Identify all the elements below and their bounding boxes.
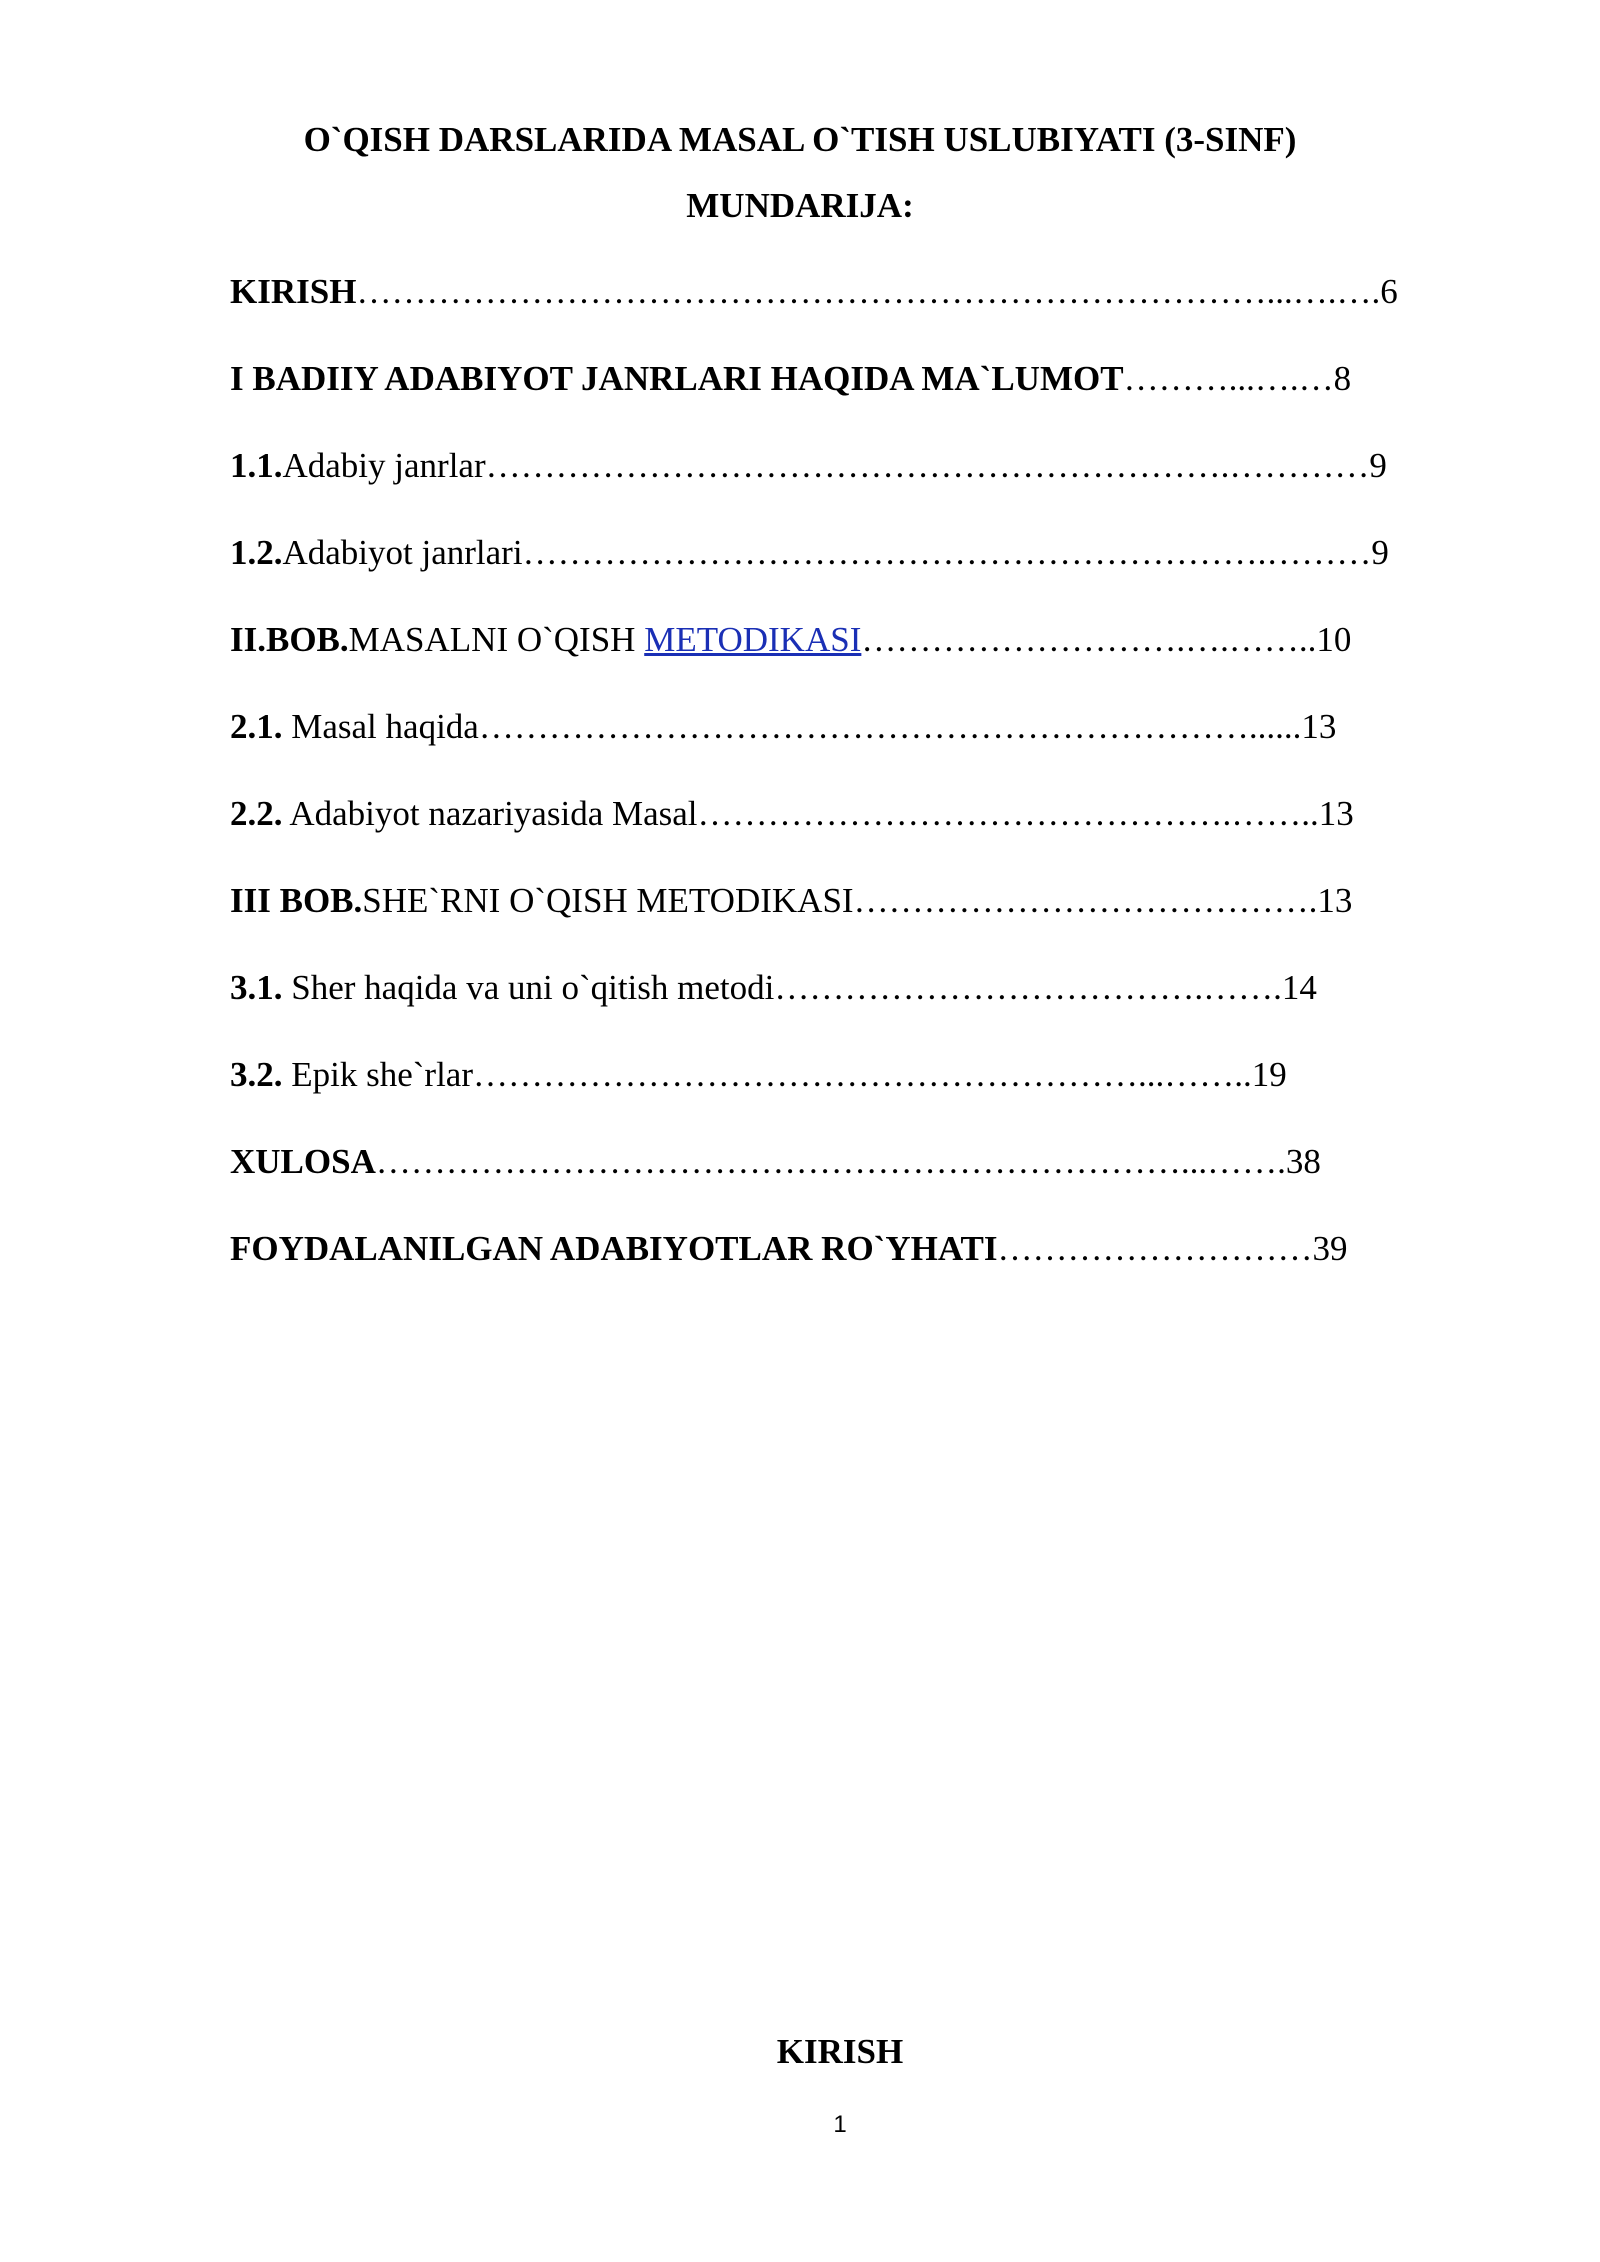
toc-entry-text: Epik she`rlar [282, 1055, 473, 1094]
toc-entry-prefix: FOYDALANILGAN ADABIYOTLAR RO`YHATI [230, 1229, 998, 1268]
toc-entry-2-1[interactable] [230, 703, 1460, 790]
toc-entry-xulosa[interactable] [230, 1138, 1460, 1225]
toc-entry-prefix: XULOSA [230, 1142, 376, 1181]
toc-page-number: 14 [1281, 968, 1317, 1007]
toc-page-number: 13 [1318, 794, 1354, 833]
toc-leader-dots: ……………………………………….…….. [697, 794, 1319, 833]
toc-page-number: 13 [1301, 707, 1337, 746]
toc-page-number: 8 [1333, 359, 1352, 398]
toc-page-number: 13 [1317, 881, 1353, 920]
toc-entry-text: MASALNI O`QISH [348, 620, 645, 659]
toc-entry-2-2[interactable] [230, 790, 1460, 877]
toc-entry-badiiy-adabiyot[interactable] [230, 355, 1460, 442]
toc-entry-adabiyotlar[interactable] [230, 1225, 1460, 1312]
toc-leader-dots: …………………………………………………...…….. [472, 1055, 1252, 1094]
toc-page-number: .6 [1371, 272, 1398, 311]
toc-entry-text: SHE`RNI O`QISH METODIKASI [362, 881, 854, 920]
toc-page-number: 19 [1251, 1055, 1287, 1094]
toc-entry-prefix: 3.2. [230, 1055, 283, 1094]
toc-page-number: 9 [1369, 446, 1387, 485]
toc-entry-prefix: 1.2. [230, 533, 283, 572]
toc-leader-dots: ……………………….….…….. [861, 620, 1317, 659]
toc-leader-dots: ……………………………………………………………………...….… [356, 272, 1372, 311]
toc-entry-iii-bob[interactable] [230, 877, 1460, 964]
toc-entry-prefix: 2.1. [230, 707, 283, 746]
toc-heading: MUNDARIJA: [686, 186, 914, 225]
toc-leader-dots: …………………………………………………………...... [478, 707, 1302, 746]
toc-entry-prefix: 2.2. [230, 794, 283, 833]
metodikasi-link[interactable]: METODIKASI [644, 620, 862, 659]
toc-entry-prefix: II.BOB. [230, 620, 349, 659]
toc-entry-text: Adabiyot nazariyasida Masal [282, 794, 698, 833]
toc-leader-dots: ……………………………….……. [774, 968, 1282, 1007]
toc-leader-dots: ……………………………………………………….……… [522, 533, 1372, 572]
toc-page-number: 39 [1312, 1229, 1348, 1268]
table-of-contents [230, 268, 1460, 1312]
toc-entry-1-1[interactable] [230, 442, 1460, 529]
toc-entry-3-1[interactable] [230, 964, 1460, 1051]
toc-leader-dots: ……………………… [997, 1229, 1313, 1268]
kirish-section-heading: KIRISH [776, 2032, 904, 2071]
toc-entry-3-2[interactable] [230, 1051, 1460, 1138]
toc-entry-text: Masal haqida [282, 707, 479, 746]
document-title: O`QISH DARSLARIDA MASAL O`TISH USLUBIYATI (3-SINF) [303, 120, 1297, 159]
toc-page-number: .38 [1277, 1142, 1321, 1181]
toc-entry-kirish[interactable] [230, 268, 1460, 355]
toc-entry-prefix: 3.1. [230, 968, 283, 1007]
page-number: 1 [833, 2111, 847, 2138]
toc-entry-prefix: I BADIIY ADABIYOT JANRLARI HAQIDA MA`LUMOT [230, 359, 1124, 398]
toc-entry-1-2[interactable] [230, 529, 1460, 616]
toc-entry-ii-bob[interactable] [230, 616, 1460, 703]
toc-entry-prefix: KIRISH [230, 272, 357, 311]
toc-entry-text: Adabiy janrlar [282, 446, 486, 485]
toc-leader-dots: …………………………………. [853, 881, 1318, 920]
toc-entry-text: Adabiyot janrlari [282, 533, 523, 572]
toc-leader-dots: ……………………………………………………….………… [485, 446, 1370, 485]
toc-leader-dots: ………...….… [1123, 359, 1334, 398]
toc-entry-text: Sher haqida va uni o`qitish metodi [282, 968, 775, 1007]
toc-page-number: 10 [1316, 620, 1352, 659]
toc-page-number: 9 [1371, 533, 1389, 572]
toc-entry-prefix: 1.1. [230, 446, 283, 485]
toc-entry-prefix: III BOB. [230, 881, 363, 920]
toc-leader-dots: ……………………………………………………………...…… [375, 1142, 1278, 1181]
